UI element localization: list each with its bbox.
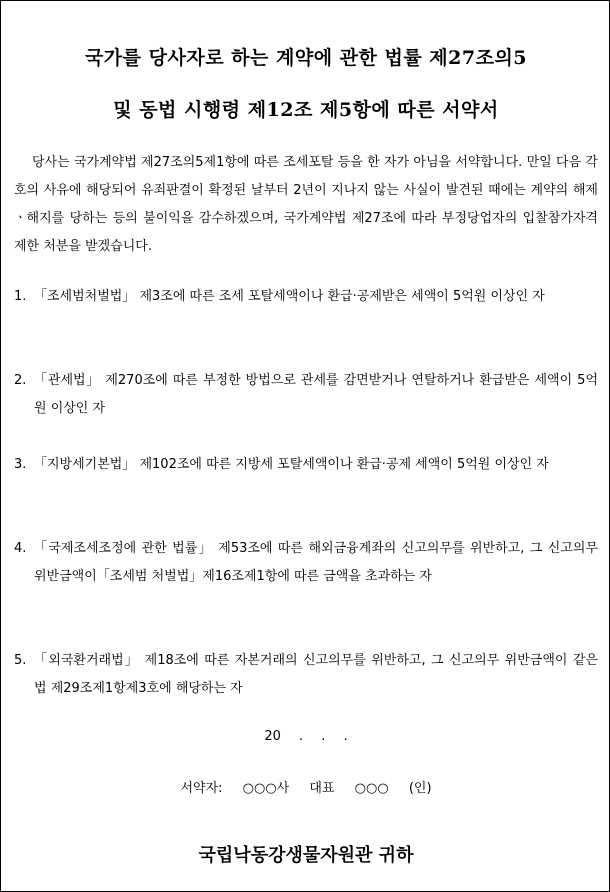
representative-name: ○○○ bbox=[354, 781, 389, 796]
signer-line bbox=[1, 777, 610, 796]
list-item-number: 2. bbox=[14, 373, 27, 388]
recipient: 국립낙동강생물자원관 귀하 bbox=[198, 845, 414, 866]
list-item-number: 1. bbox=[14, 289, 27, 304]
list-item-text: 「관세법」 제270조에 따른 부정한 방법으로 관세를 감면받거나 연탈하거나 환급받은 세액이 5억원 이상인 자 bbox=[34, 373, 598, 416]
date-line: 20 . . . bbox=[264, 729, 348, 744]
list-item-text: 「지방세기본법」 제102조에 따른 지방세 포탈세액이나 환급·공제 세액이 5억원 이상인 자 bbox=[34, 457, 549, 472]
representative-label: 대표 bbox=[309, 781, 335, 796]
document-title-line-2: 및 동법 시행령 제12조 제5항에 따른 서약서 bbox=[113, 99, 499, 121]
list-item-number: 5. bbox=[14, 653, 27, 668]
signer-company: ○○○사 bbox=[242, 781, 290, 796]
list-item-text: 「국제조세조정에 관한 법률」 제53조에 따른 해외금융계좌의 신고의무를 위반하고, 그 신고의무 위반금액이「조세범 처벌법」제16조제1항에 따른 금액을 초과하는 자 bbox=[34, 541, 598, 584]
pledge-intro-paragraph: 당사는 국가계약법 제27조의5제1항에 따른 조세포탈 등을 한 자가 아님을 서약합니다. 만일 다음 각 호의 사유에 해당되어 유죄판결이 확정된 날부터 2년이 지나지 않는 사실이 발견된 때에는 계약의 해제ㆍ해지를 당하는 등의 불이익을 감수하겠으며, 국가계약법 제27조에 따라 부정당업자의 입찰참가자격제한 처분을 받겠습니다. bbox=[14, 155, 598, 254]
list-item-1 bbox=[14, 283, 598, 311]
list-item-4 bbox=[14, 535, 598, 591]
seal-mark: (인) bbox=[408, 781, 432, 796]
document-title-line-1: 국가를 당사자로 하는 계약에 관한 법률 제27조의5 bbox=[84, 47, 528, 69]
list-item-text: 「조세범처벌법」 제3조에 따른 조세 포탈세액이나 환급·공제받은 세액이 5억원 이상인 자 bbox=[34, 289, 545, 304]
list-item-3 bbox=[14, 451, 598, 479]
list-item-2 bbox=[14, 367, 598, 423]
list-item-number: 3. bbox=[14, 457, 27, 472]
list-item-text: 「외국환거래법」 제18조에 따른 자본거래의 신고의무를 위반하고, 그 신고의무 위반금액이 같은 법 제29조제1항제3호에 해당하는 자 bbox=[34, 653, 598, 696]
list-item-5 bbox=[14, 647, 598, 703]
list-item-number: 4. bbox=[14, 541, 27, 556]
signer-label: 서약자: bbox=[180, 781, 223, 796]
